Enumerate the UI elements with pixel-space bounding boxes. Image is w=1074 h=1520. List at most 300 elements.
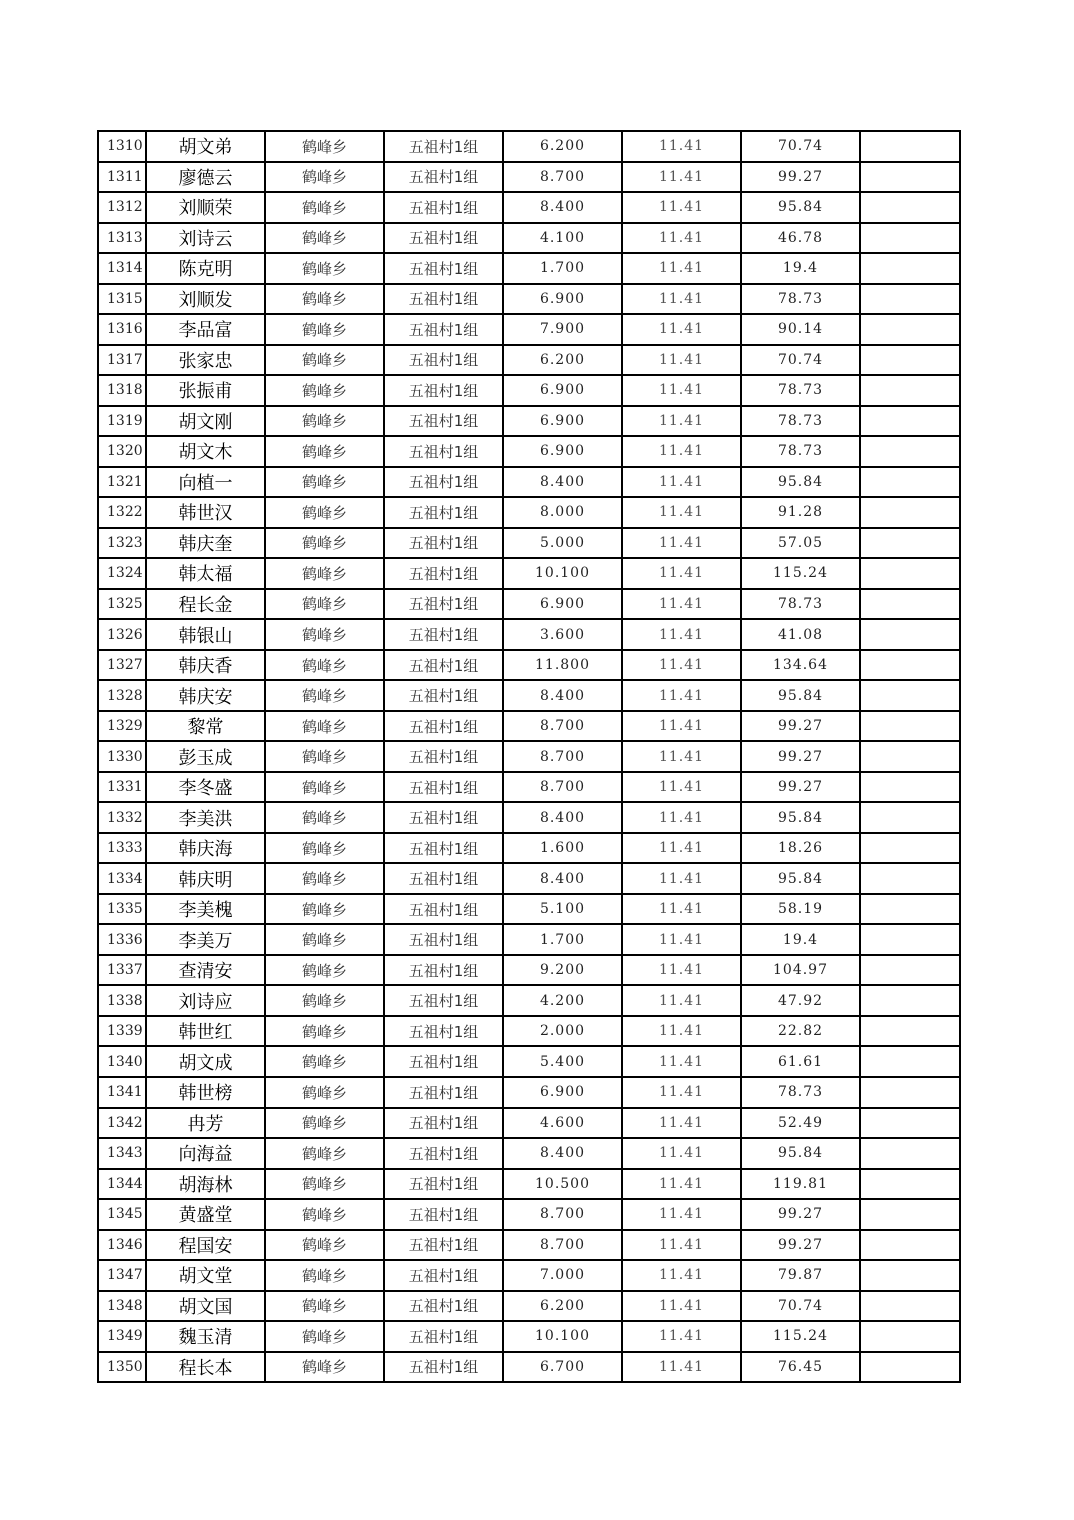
table-row — [98, 497, 960, 528]
area-cell: 5.400 — [503, 1046, 622, 1077]
area-cell: 8.400 — [503, 680, 622, 711]
name-cell: 韩银山 — [146, 619, 265, 650]
village-cell: 五祖村1组 — [384, 741, 503, 772]
village-cell: 五祖村1组 — [384, 1260, 503, 1291]
township-cell: 鹤峰乡 — [265, 1077, 384, 1108]
village-cell: 五祖村1组 — [384, 955, 503, 986]
village-cell: 五祖村1组 — [384, 711, 503, 742]
name-cell: 韩庆奎 — [146, 528, 265, 559]
township-cell: 鹤峰乡 — [265, 436, 384, 467]
row-id-cell: 1328 — [98, 680, 146, 711]
note-cell — [860, 1352, 960, 1383]
table-row — [98, 558, 960, 589]
amount-cell: 70.74 — [741, 345, 860, 376]
note-cell — [860, 650, 960, 681]
note-cell — [860, 924, 960, 955]
area-cell: 8.700 — [503, 1230, 622, 1261]
name-cell: 韩庆香 — [146, 650, 265, 681]
unit-price-cell: 11.41 — [622, 528, 741, 559]
name-cell: 黄盛堂 — [146, 1199, 265, 1230]
row-id-cell: 1320 — [98, 436, 146, 467]
village-cell: 五祖村1组 — [384, 497, 503, 528]
name-cell: 向海益 — [146, 1138, 265, 1169]
row-id-cell: 1332 — [98, 802, 146, 833]
row-id-cell: 1313 — [98, 223, 146, 254]
unit-price-cell: 11.41 — [622, 955, 741, 986]
unit-price-cell: 11.41 — [622, 1046, 741, 1077]
area-cell: 1.600 — [503, 833, 622, 864]
table-row — [98, 741, 960, 772]
table-row — [98, 1046, 960, 1077]
table-row — [98, 955, 960, 986]
table-row — [98, 619, 960, 650]
note-cell — [860, 894, 960, 925]
note-cell — [860, 741, 960, 772]
area-cell: 8.700 — [503, 741, 622, 772]
name-cell: 李品富 — [146, 314, 265, 345]
unit-price-cell: 11.41 — [622, 802, 741, 833]
unit-price-cell: 11.41 — [622, 1352, 741, 1383]
name-cell: 魏玉清 — [146, 1321, 265, 1352]
row-id-cell: 1339 — [98, 1016, 146, 1047]
row-id-cell: 1337 — [98, 955, 146, 986]
village-cell: 五祖村1组 — [384, 680, 503, 711]
township-cell: 鹤峰乡 — [265, 1260, 384, 1291]
name-cell: 韩世红 — [146, 1016, 265, 1047]
unit-price-cell: 11.41 — [622, 467, 741, 498]
amount-cell: 78.73 — [741, 1077, 860, 1108]
unit-price-cell: 11.41 — [622, 680, 741, 711]
table-row — [98, 1108, 960, 1139]
name-cell: 刘诗应 — [146, 985, 265, 1016]
township-cell: 鹤峰乡 — [265, 406, 384, 437]
area-cell: 6.200 — [503, 345, 622, 376]
amount-cell: 58.19 — [741, 894, 860, 925]
amount-cell: 99.27 — [741, 1230, 860, 1261]
unit-price-cell: 11.41 — [622, 894, 741, 925]
amount-cell: 115.24 — [741, 1321, 860, 1352]
township-cell: 鹤峰乡 — [265, 467, 384, 498]
amount-cell: 119.81 — [741, 1169, 860, 1200]
area-cell: 1.700 — [503, 253, 622, 284]
township-cell: 鹤峰乡 — [265, 650, 384, 681]
amount-cell: 78.73 — [741, 436, 860, 467]
note-cell — [860, 1108, 960, 1139]
amount-cell: 99.27 — [741, 162, 860, 193]
amount-cell: 95.84 — [741, 863, 860, 894]
name-cell: 向植一 — [146, 467, 265, 498]
area-cell: 8.700 — [503, 711, 622, 742]
name-cell: 李冬盛 — [146, 772, 265, 803]
unit-price-cell: 11.41 — [622, 406, 741, 437]
amount-cell: 99.27 — [741, 1199, 860, 1230]
table-row — [98, 467, 960, 498]
unit-price-cell: 11.41 — [622, 162, 741, 193]
area-cell: 5.000 — [503, 528, 622, 559]
table-row — [98, 1169, 960, 1200]
amount-cell: 78.73 — [741, 375, 860, 406]
note-cell — [860, 467, 960, 498]
unit-price-cell: 11.41 — [622, 558, 741, 589]
village-cell: 五祖村1组 — [384, 406, 503, 437]
unit-price-cell: 11.41 — [622, 497, 741, 528]
village-cell: 五祖村1组 — [384, 985, 503, 1016]
name-cell: 胡文国 — [146, 1291, 265, 1322]
township-cell: 鹤峰乡 — [265, 284, 384, 315]
township-cell: 鹤峰乡 — [265, 985, 384, 1016]
area-cell: 8.400 — [503, 467, 622, 498]
area-cell: 6.900 — [503, 436, 622, 467]
table-row — [98, 833, 960, 864]
table-row — [98, 314, 960, 345]
village-cell: 五祖村1组 — [384, 1352, 503, 1383]
table-row — [98, 406, 960, 437]
note-cell — [860, 436, 960, 467]
row-id-cell: 1330 — [98, 741, 146, 772]
unit-price-cell: 11.41 — [622, 1108, 741, 1139]
row-id-cell: 1335 — [98, 894, 146, 925]
area-cell: 8.400 — [503, 802, 622, 833]
area-cell: 6.700 — [503, 1352, 622, 1383]
amount-cell: 90.14 — [741, 314, 860, 345]
name-cell: 陈克明 — [146, 253, 265, 284]
township-cell: 鹤峰乡 — [265, 619, 384, 650]
unit-price-cell: 11.41 — [622, 711, 741, 742]
name-cell: 廖德云 — [146, 162, 265, 193]
township-cell: 鹤峰乡 — [265, 1352, 384, 1383]
village-cell: 五祖村1组 — [384, 1169, 503, 1200]
area-cell: 8.700 — [503, 772, 622, 803]
row-id-cell: 1312 — [98, 192, 146, 223]
village-cell: 五祖村1组 — [384, 1291, 503, 1322]
note-cell — [860, 192, 960, 223]
amount-cell: 99.27 — [741, 741, 860, 772]
table-row — [98, 1016, 960, 1047]
amount-cell: 76.45 — [741, 1352, 860, 1383]
township-cell: 鹤峰乡 — [265, 131, 384, 162]
note-cell — [860, 1199, 960, 1230]
row-id-cell: 1315 — [98, 284, 146, 315]
row-id-cell: 1310 — [98, 131, 146, 162]
village-cell: 五祖村1组 — [384, 375, 503, 406]
name-cell: 黎常 — [146, 711, 265, 742]
name-cell: 韩庆明 — [146, 863, 265, 894]
note-cell — [860, 619, 960, 650]
name-cell: 韩庆安 — [146, 680, 265, 711]
area-cell: 7.900 — [503, 314, 622, 345]
area-cell: 8.700 — [503, 1199, 622, 1230]
township-cell: 鹤峰乡 — [265, 192, 384, 223]
row-id-cell: 1344 — [98, 1169, 146, 1200]
table-row — [98, 1291, 960, 1322]
row-id-cell: 1347 — [98, 1260, 146, 1291]
unit-price-cell: 11.41 — [622, 741, 741, 772]
amount-cell: 79.87 — [741, 1260, 860, 1291]
table-row — [98, 284, 960, 315]
village-cell: 五祖村1组 — [384, 1016, 503, 1047]
unit-price-cell: 11.41 — [622, 253, 741, 284]
note-cell — [860, 1291, 960, 1322]
table-row — [98, 162, 960, 193]
row-id-cell: 1329 — [98, 711, 146, 742]
township-cell: 鹤峰乡 — [265, 1138, 384, 1169]
unit-price-cell: 11.41 — [622, 924, 741, 955]
data-table — [97, 130, 961, 1383]
township-cell: 鹤峰乡 — [265, 863, 384, 894]
name-cell: 胡文木 — [146, 436, 265, 467]
note-cell — [860, 863, 960, 894]
note-cell — [860, 131, 960, 162]
township-cell: 鹤峰乡 — [265, 375, 384, 406]
table-row — [98, 894, 960, 925]
row-id-cell: 1327 — [98, 650, 146, 681]
name-cell: 刘诗云 — [146, 223, 265, 254]
table-row — [98, 528, 960, 559]
township-cell: 鹤峰乡 — [265, 1046, 384, 1077]
area-cell: 7.000 — [503, 1260, 622, 1291]
area-cell: 4.600 — [503, 1108, 622, 1139]
village-cell: 五祖村1组 — [384, 436, 503, 467]
unit-price-cell: 11.41 — [622, 345, 741, 376]
name-cell: 程长金 — [146, 589, 265, 620]
note-cell — [860, 1138, 960, 1169]
village-cell: 五祖村1组 — [384, 772, 503, 803]
area-cell: 10.100 — [503, 1321, 622, 1352]
township-cell: 鹤峰乡 — [265, 894, 384, 925]
village-cell: 五祖村1组 — [384, 162, 503, 193]
township-cell: 鹤峰乡 — [265, 558, 384, 589]
note-cell — [860, 345, 960, 376]
area-cell: 6.900 — [503, 284, 622, 315]
amount-cell: 78.73 — [741, 589, 860, 620]
name-cell: 胡文堂 — [146, 1260, 265, 1291]
area-cell: 6.900 — [503, 589, 622, 620]
amount-cell: 18.26 — [741, 833, 860, 864]
table-row — [98, 1138, 960, 1169]
name-cell: 胡文刚 — [146, 406, 265, 437]
note-cell — [860, 528, 960, 559]
table-row — [98, 1077, 960, 1108]
unit-price-cell: 11.41 — [622, 375, 741, 406]
row-id-cell: 1324 — [98, 558, 146, 589]
amount-cell: 95.84 — [741, 802, 860, 833]
name-cell: 冉芳 — [146, 1108, 265, 1139]
amount-cell: 99.27 — [741, 772, 860, 803]
unit-price-cell: 11.41 — [622, 985, 741, 1016]
amount-cell: 91.28 — [741, 497, 860, 528]
amount-cell: 70.74 — [741, 1291, 860, 1322]
area-cell: 9.200 — [503, 955, 622, 986]
village-cell: 五祖村1组 — [384, 284, 503, 315]
table-row — [98, 253, 960, 284]
table-row — [98, 650, 960, 681]
name-cell: 韩太福 — [146, 558, 265, 589]
unit-price-cell: 11.41 — [622, 314, 741, 345]
unit-price-cell: 11.41 — [622, 1260, 741, 1291]
township-cell: 鹤峰乡 — [265, 528, 384, 559]
township-cell: 鹤峰乡 — [265, 955, 384, 986]
unit-price-cell: 11.41 — [622, 1138, 741, 1169]
village-cell: 五祖村1组 — [384, 314, 503, 345]
name-cell: 刘顺荣 — [146, 192, 265, 223]
note-cell — [860, 802, 960, 833]
table-row — [98, 436, 960, 467]
area-cell: 10.500 — [503, 1169, 622, 1200]
name-cell: 韩庆海 — [146, 833, 265, 864]
unit-price-cell: 11.41 — [622, 284, 741, 315]
note-cell — [860, 985, 960, 1016]
row-id-cell: 1311 — [98, 162, 146, 193]
amount-cell: 78.73 — [741, 406, 860, 437]
unit-price-cell: 11.41 — [622, 223, 741, 254]
village-cell: 五祖村1组 — [384, 467, 503, 498]
name-cell: 李美槐 — [146, 894, 265, 925]
unit-price-cell: 11.41 — [622, 650, 741, 681]
row-id-cell: 1342 — [98, 1108, 146, 1139]
area-cell: 8.400 — [503, 192, 622, 223]
table-row — [98, 772, 960, 803]
name-cell: 胡海林 — [146, 1169, 265, 1200]
township-cell: 鹤峰乡 — [265, 223, 384, 254]
row-id-cell: 1314 — [98, 253, 146, 284]
township-cell: 鹤峰乡 — [265, 589, 384, 620]
amount-cell: 19.4 — [741, 924, 860, 955]
note-cell — [860, 375, 960, 406]
name-cell: 韩世榜 — [146, 1077, 265, 1108]
area-cell: 4.200 — [503, 985, 622, 1016]
name-cell: 胡文弟 — [146, 131, 265, 162]
area-cell: 2.000 — [503, 1016, 622, 1047]
table-row — [98, 985, 960, 1016]
amount-cell: 95.84 — [741, 467, 860, 498]
note-cell — [860, 833, 960, 864]
unit-price-cell: 11.41 — [622, 1077, 741, 1108]
note-cell — [860, 772, 960, 803]
village-cell: 五祖村1组 — [384, 1108, 503, 1139]
village-cell: 五祖村1组 — [384, 192, 503, 223]
amount-cell: 95.84 — [741, 680, 860, 711]
township-cell: 鹤峰乡 — [265, 833, 384, 864]
township-cell: 鹤峰乡 — [265, 162, 384, 193]
area-cell: 5.100 — [503, 894, 622, 925]
township-cell: 鹤峰乡 — [265, 1230, 384, 1261]
note-cell — [860, 314, 960, 345]
row-id-cell: 1333 — [98, 833, 146, 864]
area-cell: 6.200 — [503, 1291, 622, 1322]
village-cell: 五祖村1组 — [384, 1199, 503, 1230]
amount-cell: 95.84 — [741, 192, 860, 223]
name-cell: 李美万 — [146, 924, 265, 955]
township-cell: 鹤峰乡 — [265, 1169, 384, 1200]
township-cell: 鹤峰乡 — [265, 1321, 384, 1352]
table-row — [98, 223, 960, 254]
name-cell: 查清安 — [146, 955, 265, 986]
row-id-cell: 1338 — [98, 985, 146, 1016]
village-cell: 五祖村1组 — [384, 924, 503, 955]
note-cell — [860, 406, 960, 437]
note-cell — [860, 1230, 960, 1261]
village-cell: 五祖村1组 — [384, 589, 503, 620]
name-cell: 韩世汉 — [146, 497, 265, 528]
amount-cell: 115.24 — [741, 558, 860, 589]
village-cell: 五祖村1组 — [384, 1321, 503, 1352]
amount-cell: 70.74 — [741, 131, 860, 162]
name-cell: 张家忠 — [146, 345, 265, 376]
table-row — [98, 589, 960, 620]
area-cell: 8.400 — [503, 863, 622, 894]
amount-cell: 46.78 — [741, 223, 860, 254]
area-cell: 6.900 — [503, 406, 622, 437]
amount-cell: 95.84 — [741, 1138, 860, 1169]
unit-price-cell: 11.41 — [622, 863, 741, 894]
row-id-cell: 1325 — [98, 589, 146, 620]
table-body — [98, 131, 960, 1382]
area-cell: 6.200 — [503, 131, 622, 162]
row-id-cell: 1336 — [98, 924, 146, 955]
unit-price-cell: 11.41 — [622, 1199, 741, 1230]
row-id-cell: 1321 — [98, 467, 146, 498]
row-id-cell: 1331 — [98, 772, 146, 803]
note-cell — [860, 1260, 960, 1291]
note-cell — [860, 955, 960, 986]
area-cell: 1.700 — [503, 924, 622, 955]
note-cell — [860, 253, 960, 284]
row-id-cell: 1348 — [98, 1291, 146, 1322]
area-cell: 11.800 — [503, 650, 622, 681]
area-cell: 6.900 — [503, 1077, 622, 1108]
name-cell: 程国安 — [146, 1230, 265, 1261]
village-cell: 五祖村1组 — [384, 558, 503, 589]
row-id-cell: 1316 — [98, 314, 146, 345]
village-cell: 五祖村1组 — [384, 619, 503, 650]
village-cell: 五祖村1组 — [384, 131, 503, 162]
unit-price-cell: 11.41 — [622, 1321, 741, 1352]
township-cell: 鹤峰乡 — [265, 802, 384, 833]
area-cell: 10.100 — [503, 558, 622, 589]
village-cell: 五祖村1组 — [384, 802, 503, 833]
name-cell: 程长本 — [146, 1352, 265, 1383]
unit-price-cell: 11.41 — [622, 1016, 741, 1047]
note-cell — [860, 1169, 960, 1200]
amount-cell: 52.49 — [741, 1108, 860, 1139]
table-row — [98, 863, 960, 894]
village-cell: 五祖村1组 — [384, 223, 503, 254]
unit-price-cell: 11.41 — [622, 772, 741, 803]
township-cell: 鹤峰乡 — [265, 741, 384, 772]
table-row — [98, 680, 960, 711]
row-id-cell: 1317 — [98, 345, 146, 376]
note-cell — [860, 589, 960, 620]
amount-cell: 134.64 — [741, 650, 860, 681]
area-cell: 3.600 — [503, 619, 622, 650]
township-cell: 鹤峰乡 — [265, 1199, 384, 1230]
unit-price-cell: 11.41 — [622, 619, 741, 650]
amount-cell: 78.73 — [741, 284, 860, 315]
area-cell: 4.100 — [503, 223, 622, 254]
note-cell — [860, 223, 960, 254]
township-cell: 鹤峰乡 — [265, 345, 384, 376]
note-cell — [860, 711, 960, 742]
township-cell: 鹤峰乡 — [265, 253, 384, 284]
unit-price-cell: 11.41 — [622, 436, 741, 467]
table-row — [98, 375, 960, 406]
village-cell: 五祖村1组 — [384, 1046, 503, 1077]
name-cell: 李美洪 — [146, 802, 265, 833]
note-cell — [860, 680, 960, 711]
table-row — [98, 345, 960, 376]
amount-cell: 104.97 — [741, 955, 860, 986]
township-cell: 鹤峰乡 — [265, 1291, 384, 1322]
